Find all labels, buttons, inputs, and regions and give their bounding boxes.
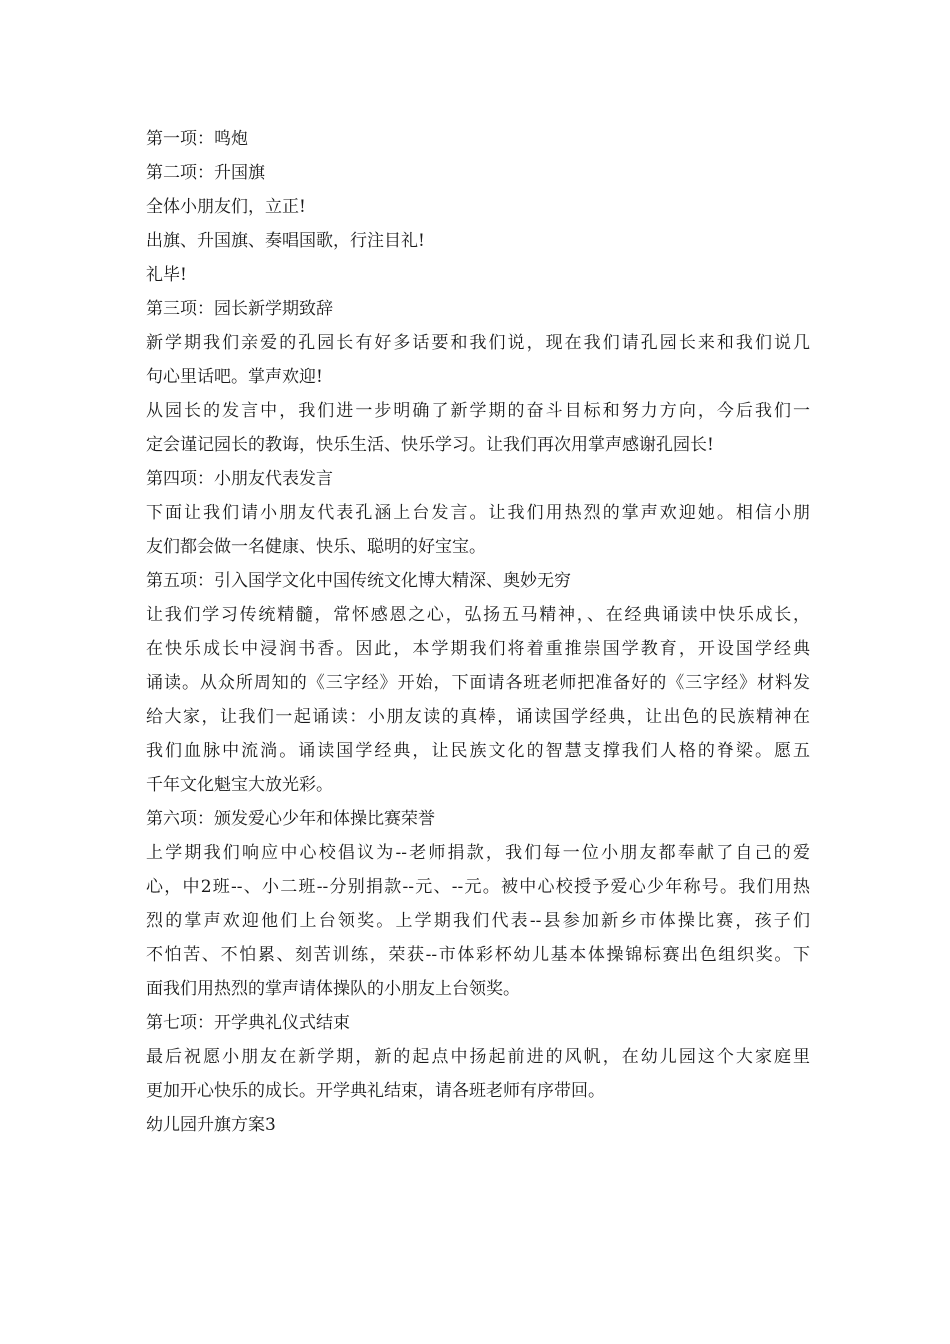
paragraph-line: 出旗、升国旗、奏唱国歌，行注目礼! <box>146 231 425 251</box>
next-section-title: 幼儿园升旗方案3 <box>146 1115 276 1135</box>
section-heading: 第二项：升国旗 <box>146 163 265 183</box>
paragraph-line: 礼毕! <box>146 265 187 285</box>
paragraph-line: 全体小朋友们，立正! <box>146 197 306 217</box>
paragraph-line: 定会谨记园长的教诲，快乐生活、快乐学习。让我们再次用掌声感谢孔园长! <box>146 435 714 455</box>
paragraph-line: 面我们用热烈的掌声请体操队的小朋友上台领奖。 <box>146 979 520 999</box>
paragraph-line: 不怕苦、不怕累、刻苦训练，荣获--市体彩杯幼儿基本体操锦标赛出色组织奖。下 <box>146 945 810 965</box>
section-heading: 第一项：鸣炮 <box>146 129 248 149</box>
section-heading: 第四项：小朋友代表发言 <box>146 469 333 489</box>
paragraph-line: 更加开心快乐的成长。开学典礼结束，请各班老师有序带回。 <box>146 1081 605 1101</box>
paragraph-line: 千年文化魁宝大放光彩。 <box>146 775 333 795</box>
paragraph-line: 诵读。从众所周知的《三字经》开始，下面请各班老师把准备好的《三字经》材料发 <box>146 673 810 693</box>
paragraph-line: 最后祝愿小朋友在新学期，新的起点中扬起前进的风帆，在幼儿园这个大家庭里 <box>146 1047 810 1067</box>
paragraph-line: 新学期我们亲爱的孔园长有好多话要和我们说，现在我们请孔园长来和我们说几 <box>146 333 810 353</box>
paragraph-line: 上学期我们响应中心校倡议为--老师捐款，我们每一位小朋友都奉献了自己的爱 <box>146 843 810 863</box>
paragraph-line: 从园长的发言中，我们进一步明确了新学期的奋斗目标和努力方向，今后我们一 <box>146 401 810 421</box>
paragraph-line: 烈的掌声欢迎他们上台领奖。上学期我们代表--县参加新乡市体操比赛，孩子们 <box>146 911 810 931</box>
paragraph-line: 下面让我们请小朋友代表孔涵上台发言。让我们用热烈的掌声欢迎她。相信小朋 <box>146 503 810 523</box>
paragraph-line: 心，中2班--、小二班--分别捐款--元、--元。被中心校授予爱心少年称号。我们用热 <box>146 877 810 897</box>
section-heading: 第三项：园长新学期致辞 <box>146 299 333 319</box>
paragraph-line: 让我们学习传统精髓，常怀感恩之心，弘扬五马精神，、在经典诵读中快乐成长， <box>146 605 810 625</box>
paragraph-line: 在快乐成长中浸润书香。因此，本学期我们将着重推崇国学教育，开设国学经典 <box>146 639 810 659</box>
paragraph-line: 友们都会做一名健康、快乐、聪明的好宝宝。 <box>146 537 486 557</box>
section-heading: 第六项：颁发爱心少年和体操比赛荣誉 <box>146 809 435 829</box>
document-body <box>146 122 810 1142</box>
section-heading: 第五项：引入国学文化中国传统文化博大精深、奥妙无穷 <box>146 571 571 591</box>
paragraph-line: 句心里话吧。掌声欢迎! <box>146 367 323 387</box>
section-heading: 第七项：开学典礼仪式结束 <box>146 1013 350 1033</box>
paragraph-line: 我们血脉中流淌。诵读国学经典，让民族文化的智慧支撑我们人格的脊梁。愿五 <box>146 741 810 761</box>
paragraph-line: 给大家，让我们一起诵读：小朋友读的真棒，诵读国学经典，让出色的民族精神在 <box>146 707 810 727</box>
